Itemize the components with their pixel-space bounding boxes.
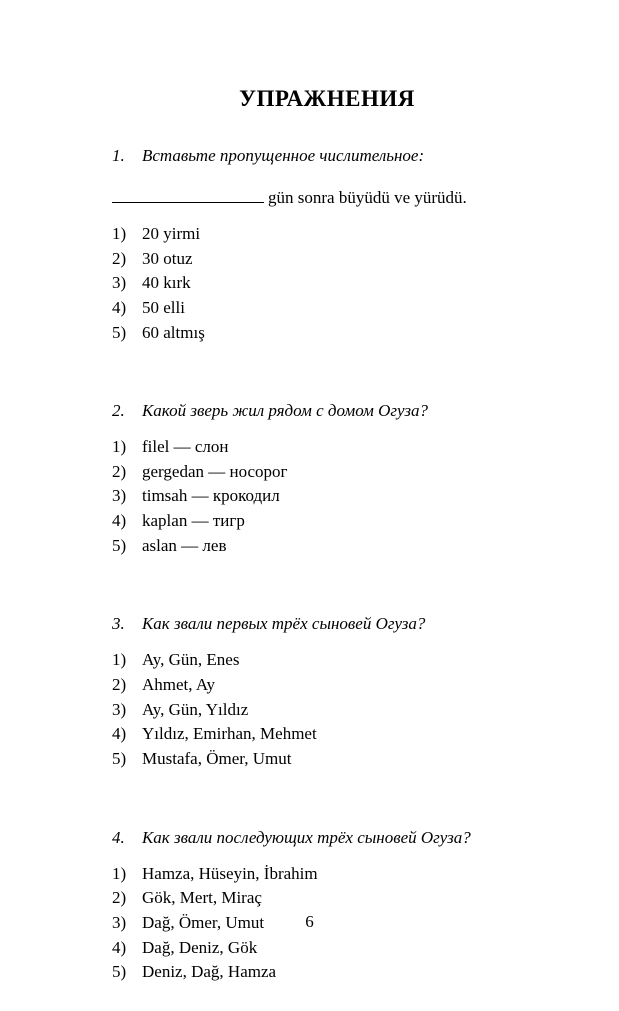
option-text: timsah — крокодил	[142, 486, 280, 506]
option-marker: 4)	[112, 511, 127, 531]
option-text: aslan — лев	[142, 535, 227, 555]
option-marker: 4)	[112, 937, 127, 957]
exercise-2-options	[112, 435, 542, 558]
page-title: УПРАЖНЕНИЯ	[239, 86, 415, 111]
list-item[interactable]	[112, 509, 542, 534]
list-item[interactable]	[112, 722, 542, 747]
exercise-2-prompt	[112, 401, 542, 421]
list-item[interactable]	[112, 960, 542, 985]
list-item[interactable]	[112, 747, 542, 772]
option-text: 30 otuz	[142, 248, 193, 268]
option-marker: 3)	[112, 273, 127, 293]
option-text: gergedan — носорог	[142, 461, 288, 481]
exercise-3	[112, 614, 542, 771]
prompt-spacer	[112, 848, 542, 862]
option-marker: 3)	[112, 486, 127, 506]
option-text: Gök, Mert, Miraç	[142, 888, 262, 908]
option-marker: 5)	[112, 535, 127, 555]
exercise-2-number: 2.	[112, 401, 125, 421]
exercise-1-options	[112, 222, 542, 345]
exercise-3-options	[112, 648, 542, 771]
option-marker: 2)	[112, 248, 127, 268]
option-text: Deniz, Dağ, Hamza	[142, 962, 277, 982]
exercise-1-prompt-text: Вставьте пропущенное числительное:	[142, 146, 425, 165]
exercise-1-prompt	[112, 146, 542, 166]
option-text: Hamza, Hüseyin, İbrahim	[142, 863, 318, 883]
list-item[interactable]	[112, 247, 542, 272]
section-spacer	[112, 798, 542, 828]
option-text: Dağ, Ömer, Umut	[142, 912, 265, 932]
exercise-4-prompt-text: Как звали последующих трёх сыновей Огуза?	[142, 827, 471, 847]
option-marker: 3)	[112, 699, 127, 719]
option-marker: 5)	[112, 748, 127, 768]
exercise-4-prompt	[112, 828, 542, 848]
section-spacer	[112, 371, 542, 401]
option-text: Dağ, Deniz, Gök	[142, 937, 258, 957]
list-item[interactable]	[112, 460, 542, 485]
option-marker: 2)	[112, 675, 127, 695]
prompt-spacer	[112, 421, 542, 435]
list-item[interactable]	[112, 648, 542, 673]
list-item[interactable]	[112, 435, 542, 460]
exercise-3-prompt	[112, 614, 542, 634]
exercise-4	[112, 828, 542, 985]
option-text: 50 elli	[142, 297, 185, 317]
exercise-3-prompt-text: Как звали первых трёх сыновей Огуза?	[142, 614, 426, 634]
option-marker: 1)	[112, 224, 127, 243]
option-marker: 1)	[112, 863, 127, 883]
exercise-2-prompt-text: Какой зверь жил рядом с домом Огуза?	[142, 401, 429, 421]
exercise-1	[112, 146, 542, 345]
exercise-3-number: 3.	[112, 614, 125, 634]
exercise-2	[112, 401, 542, 558]
list-item[interactable]	[112, 886, 542, 911]
list-item[interactable]	[112, 321, 542, 346]
option-marker: 1)	[112, 650, 127, 670]
section-spacer	[112, 584, 542, 614]
list-item[interactable]	[112, 698, 542, 723]
option-text: 40 kırk	[142, 273, 191, 293]
list-item[interactable]	[112, 296, 542, 321]
exercise-1-fill-sentence	[112, 188, 542, 208]
list-item[interactable]	[112, 534, 542, 559]
option-text: filel — слон	[142, 437, 229, 457]
option-text: 60 altmış	[142, 322, 205, 342]
blank-underline	[112, 188, 264, 203]
option-text: 20 yirmi	[142, 224, 201, 243]
exercise-1-sentence-text: gün sonra büyüdü ve yürüdü.	[268, 188, 467, 207]
option-marker: 4)	[112, 724, 127, 744]
option-marker: 2)	[112, 888, 127, 908]
prompt-spacer	[112, 634, 542, 648]
option-marker: 3)	[112, 912, 127, 932]
option-text: kaplan — тигр	[142, 511, 245, 531]
option-marker: 5)	[112, 962, 127, 982]
option-marker: 1)	[112, 437, 127, 457]
list-item[interactable]	[112, 936, 542, 961]
option-marker: 2)	[112, 461, 127, 481]
exercise-1-number: 1.	[112, 146, 125, 165]
option-text: Yıldız, Emirhan, Mehmet	[142, 724, 317, 744]
option-text: Mustafa, Ömer, Umut	[142, 748, 292, 768]
page-number: 6	[305, 912, 314, 931]
list-item[interactable]	[112, 222, 542, 247]
list-item[interactable]	[112, 673, 542, 698]
list-item[interactable]	[112, 484, 542, 509]
option-marker: 4)	[112, 297, 127, 317]
option-marker: 5)	[112, 322, 127, 342]
option-text: Ahmet, Ay	[142, 675, 216, 695]
option-text: Ay, Gün, Yıldız	[142, 699, 249, 719]
exercise-4-number: 4.	[112, 827, 125, 847]
option-text: Ay, Gün, Enes	[142, 650, 240, 670]
list-item[interactable]	[112, 862, 542, 887]
list-item[interactable]	[112, 271, 542, 296]
page-content	[112, 86, 542, 1011]
